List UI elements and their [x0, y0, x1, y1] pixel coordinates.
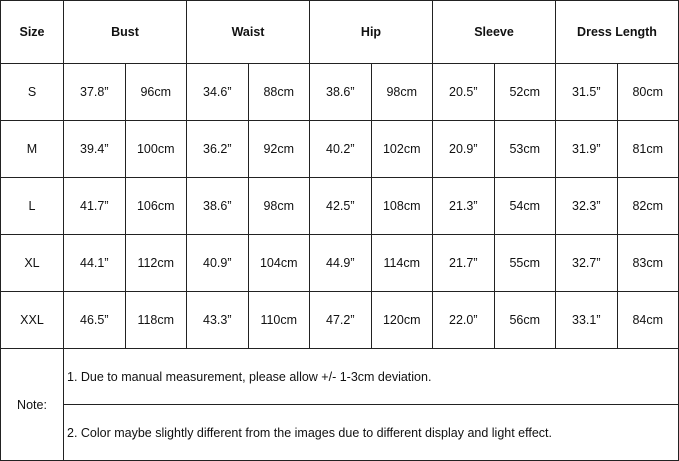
measurement-cell: 43.3”	[187, 292, 249, 349]
measurement-cell: 82cm	[617, 178, 679, 235]
measurement-cell: 38.6”	[310, 64, 372, 121]
measurement-cell: 83cm	[617, 235, 679, 292]
measurement-cell: 104cm	[248, 235, 310, 292]
measurement-cell: 36.2”	[187, 121, 249, 178]
table-row	[1, 64, 679, 121]
measurement-cell: 118cm	[125, 292, 187, 349]
measurement-cell: 112cm	[125, 235, 187, 292]
measurement-cell: 98cm	[371, 64, 433, 121]
measurement-cell: 22.0”	[433, 292, 495, 349]
measurement-cell: 96cm	[125, 64, 187, 121]
table-row	[1, 235, 679, 292]
measurement-cell: 110cm	[248, 292, 310, 349]
measurement-cell: 42.5”	[310, 178, 372, 235]
measurement-cell: 32.7”	[556, 235, 618, 292]
measurement-cell: 39.4”	[64, 121, 126, 178]
measurement-cell: 46.5”	[64, 292, 126, 349]
measurement-cell: 47.2”	[310, 292, 372, 349]
size-cell: XL	[1, 235, 64, 292]
measurement-cell: 120cm	[371, 292, 433, 349]
table-row	[1, 292, 679, 349]
note-item-1: 1. Due to manual measurement, please allow +/- 1-3cm deviation.	[64, 349, 679, 405]
measurement-cell: 32.3”	[556, 178, 618, 235]
header-hip: Hip	[310, 1, 433, 64]
measurement-cell: 54cm	[494, 178, 556, 235]
measurement-cell: 21.3”	[433, 178, 495, 235]
measurement-cell: 41.7”	[64, 178, 126, 235]
measurement-cell: 52cm	[494, 64, 556, 121]
table-row	[1, 178, 679, 235]
measurement-cell: 55cm	[494, 235, 556, 292]
measurement-cell: 98cm	[248, 178, 310, 235]
note-row-1	[1, 349, 679, 405]
measurement-cell: 44.9”	[310, 235, 372, 292]
header-row	[1, 1, 679, 64]
measurement-cell: 84cm	[617, 292, 679, 349]
header-dress-length: Dress Length	[556, 1, 679, 64]
measurement-cell: 20.5”	[433, 64, 495, 121]
size-cell: XXL	[1, 292, 64, 349]
measurement-cell: 108cm	[371, 178, 433, 235]
measurement-cell: 20.9”	[433, 121, 495, 178]
measurement-cell: 31.5”	[556, 64, 618, 121]
measurement-cell: 44.1”	[64, 235, 126, 292]
measurement-cell: 33.1”	[556, 292, 618, 349]
measurement-cell: 92cm	[248, 121, 310, 178]
measurement-cell: 31.9”	[556, 121, 618, 178]
measurement-cell: 34.6”	[187, 64, 249, 121]
measurement-cell: 106cm	[125, 178, 187, 235]
header-size: Size	[1, 1, 64, 64]
measurement-cell: 100cm	[125, 121, 187, 178]
measurement-cell: 114cm	[371, 235, 433, 292]
header-sleeve: Sleeve	[433, 1, 556, 64]
size-cell: S	[1, 64, 64, 121]
measurement-cell: 21.7”	[433, 235, 495, 292]
table-row	[1, 121, 679, 178]
measurement-cell: 102cm	[371, 121, 433, 178]
size-cell: M	[1, 121, 64, 178]
measurement-cell: 81cm	[617, 121, 679, 178]
measurement-cell: 38.6”	[187, 178, 249, 235]
header-waist: Waist	[187, 1, 310, 64]
notes-table	[0, 348, 679, 461]
note-row-2	[1, 405, 679, 461]
measurement-cell: 56cm	[494, 292, 556, 349]
size-cell: L	[1, 178, 64, 235]
note-label: Note:	[1, 349, 64, 461]
note-item-2: 2. Color maybe slightly different from the images due to different display and light effect.	[64, 405, 679, 461]
measurement-cell: 40.2”	[310, 121, 372, 178]
measurement-cell: 53cm	[494, 121, 556, 178]
measurement-cell: 37.8”	[64, 64, 126, 121]
measurement-cell: 88cm	[248, 64, 310, 121]
measurement-cell: 80cm	[617, 64, 679, 121]
header-bust: Bust	[64, 1, 187, 64]
measurement-cell: 40.9”	[187, 235, 249, 292]
